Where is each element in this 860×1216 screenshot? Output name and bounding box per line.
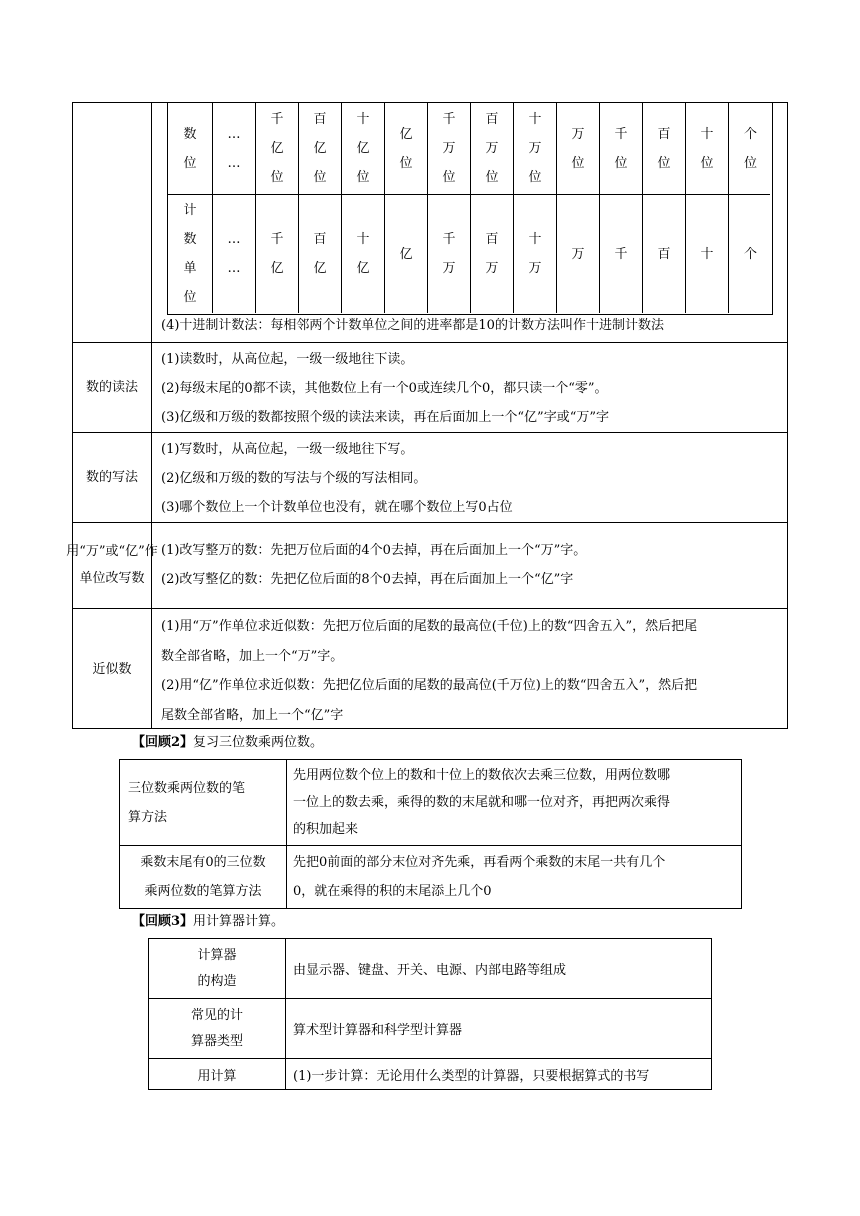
- place-value-cell: [213, 195, 256, 313]
- place-value-text: 千亿位: [270, 112, 284, 185]
- t2-row1-text: [293, 762, 741, 843]
- place-value-cell: [514, 103, 557, 194]
- place-value-cell: [514, 195, 557, 313]
- place-value-row-units: [168, 195, 770, 313]
- label-line: 乘数末尾有0的三位数: [140, 855, 266, 870]
- place-value-text: 千亿: [270, 232, 284, 276]
- section-line: (3)亿级和万级的数都按照个级的读法来读，再在后面加上一个“亿”字或“万”字: [161, 410, 609, 425]
- t3-row3-text: (1)一步计算：无论用什么类型的计算器，只要根据算式的书写: [293, 1068, 650, 1084]
- section-line: (3)哪个数位上一个计数单位也没有，就在哪个数位上写0占位: [161, 500, 513, 515]
- place-value-cell: [471, 103, 514, 194]
- review2-title: 复习三位数乘两位数。: [193, 735, 324, 750]
- place-value-text: … …: [227, 126, 241, 171]
- label-line: 算方法: [128, 809, 168, 825]
- place-value-text: 万位: [571, 126, 585, 171]
- place-value-text: 百亿: [313, 232, 327, 276]
- t3-row2-text: 算术型计算器和科学型计算器: [293, 1023, 463, 1038]
- place-value-text: 十万: [528, 232, 542, 276]
- section-text: [161, 435, 781, 522]
- place-value-text: 数位: [183, 126, 197, 171]
- t2-row2-label: [120, 846, 286, 908]
- text-line: 先把0前面的部分末位对齐先乘，再看两个乘数的末尾一共有几个: [293, 855, 666, 870]
- place-value-text: 十位: [700, 126, 714, 171]
- number-knowledge-table: [66, 102, 788, 729]
- place-value-text: 千万位: [442, 112, 456, 185]
- place-value-cell: [428, 195, 471, 313]
- place-value-cell: [299, 195, 342, 313]
- place-value-cell: [385, 195, 428, 313]
- calculator-table: [148, 938, 712, 1090]
- place-value-cell: [213, 103, 256, 194]
- review3-heading: [132, 907, 284, 936]
- section-text: [161, 612, 781, 730]
- place-value-cell: [428, 103, 471, 194]
- section-label: 用“万”或“亿”作单位改写数: [66, 544, 158, 586]
- review3-title: 用计算器计算。: [193, 914, 285, 929]
- place-value-cell: [600, 103, 643, 194]
- section-line: (2)用“亿”作单位求近似数：先把亿位后面的尾数的最高位(千万位)上的数“四舍五入”，然后把: [161, 678, 698, 693]
- section-line: (1)读数时，从高位起，一级一级地往下读。: [161, 352, 414, 367]
- place-value-cell: [342, 195, 385, 313]
- place-value-cell: [729, 195, 772, 313]
- section-line: (2)改写整亿的数：先把亿位后面的8个0去掉，再在后面加上一个“亿”字: [161, 572, 574, 587]
- t3-row1-text: 由显示器、键盘、开关、电源、内部电路等组成: [293, 963, 567, 978]
- place-value-text: 个位: [744, 126, 758, 171]
- place-value-text: 十: [700, 246, 714, 262]
- place-value-text: 百位: [657, 126, 671, 171]
- place-value-text: 亿: [399, 246, 413, 262]
- text-line: 的积加起来: [293, 822, 359, 837]
- label-line: 算器类型: [190, 1033, 243, 1049]
- section-line: (1)写数时，从高位起，一级一级地往下写。: [161, 442, 414, 457]
- section-line: (1)用“万”作单位求近似数：先把万位后面的尾数的最高位(千位)上的数“四舍五入”，然后把尾: [161, 619, 698, 634]
- section-line: (2)亿级和万级的数的写法与个级的写法相同。: [161, 471, 427, 486]
- place-value-cell: [686, 195, 729, 313]
- place-value-cell: [557, 195, 600, 313]
- section-label: 数的写法: [85, 469, 138, 485]
- text-line: 先用两位数个位上的数和十位上的数依次去乘三位数，用两位数哪: [293, 768, 671, 783]
- row-divider: [73, 342, 787, 343]
- place-value-text: 万: [571, 246, 585, 262]
- row-divider: [73, 608, 787, 609]
- section-label: 数的读法: [85, 379, 138, 395]
- place-value-text: 百亿位: [313, 112, 327, 185]
- t3-row2-label: [149, 999, 285, 1058]
- section-label: 近似数: [92, 661, 132, 677]
- t2-row1-label: [120, 760, 286, 845]
- label-line: 常见的计: [190, 1007, 243, 1023]
- place-value-cell: [168, 195, 213, 313]
- multiplication-table: [119, 759, 742, 909]
- text-line: 一位上的数去乘，乘得的数的末尾就和哪一位对齐，再把两次乘得: [293, 795, 671, 810]
- place-value-text: 千万: [442, 232, 456, 276]
- place-value-cell: [168, 103, 213, 194]
- text-line: 0，就在乘得的积的末尾添上几个0: [293, 884, 492, 899]
- column-divider: [151, 103, 152, 728]
- label-line: 的构造: [197, 973, 237, 989]
- label-line: 乘两位数的笔算方法: [144, 884, 262, 899]
- place-value-cell: [385, 103, 428, 194]
- place-value-text: 十亿位: [356, 112, 370, 185]
- section-line: (2)每级末尾的0都不读，其他数位上有一个0或连续几个0，都只读一个“零”。: [161, 381, 608, 396]
- section-text: [161, 345, 781, 432]
- label-line: 计算器: [197, 947, 237, 963]
- place-value-text: 百万: [485, 232, 499, 276]
- place-value-text: 千位: [614, 126, 628, 171]
- column-divider: [286, 760, 287, 908]
- column-divider: [285, 939, 286, 1089]
- review3-tag: 【回顾3】: [132, 914, 194, 929]
- place-value-cell: [557, 103, 600, 194]
- place-value-text: … …: [227, 232, 241, 276]
- place-value-text: 十万位: [528, 112, 542, 185]
- place-value-text: 亿位: [399, 126, 413, 171]
- review2-heading: [132, 728, 323, 757]
- place-value-cell: [256, 195, 299, 313]
- label-line: 三位数乘两位数的笔: [128, 780, 246, 796]
- place-value-cell: [471, 195, 514, 313]
- place-value-cell: [299, 103, 342, 194]
- place-value-text: 百万位: [485, 112, 499, 185]
- section-line: (1)改写整万的数：先把万位后面的4个0去掉，再在后面加上一个“万”字。: [161, 543, 587, 558]
- t2-row2-text: [293, 848, 741, 906]
- row-divider: [73, 522, 787, 523]
- row-divider: [73, 432, 787, 433]
- section-line: 尾数全部省略，加上一个“亿”字: [161, 707, 344, 723]
- place-value-cell: [600, 195, 643, 313]
- place-value-text: 十亿: [356, 232, 370, 276]
- section-line: 数全部省略，加上一个“万”字。: [161, 648, 344, 664]
- place-value-text: 百: [657, 246, 671, 262]
- decimal-system-note: (4)十进制计数法：每相邻两个计数单位之间的进率都是10的计数方法叫作十进制计数法: [161, 318, 664, 333]
- place-value-cell: [643, 103, 686, 194]
- t3-row3-label: 用计算: [197, 1068, 237, 1084]
- place-value-text: 计数单位: [183, 203, 197, 305]
- place-value-cell: [643, 195, 686, 313]
- t3-row1-label: [149, 939, 285, 998]
- place-value-cell: [729, 103, 772, 194]
- place-value-cell: [256, 103, 299, 194]
- place-value-grid: [167, 103, 773, 315]
- review2-tag: 【回顾2】: [132, 735, 194, 750]
- place-value-row-digits: [168, 103, 770, 195]
- place-value-text: 千: [614, 246, 628, 262]
- section-text: [161, 536, 781, 594]
- place-value-cell: [686, 103, 729, 194]
- place-value-cell: [342, 103, 385, 194]
- place-value-text: 个: [744, 246, 758, 262]
